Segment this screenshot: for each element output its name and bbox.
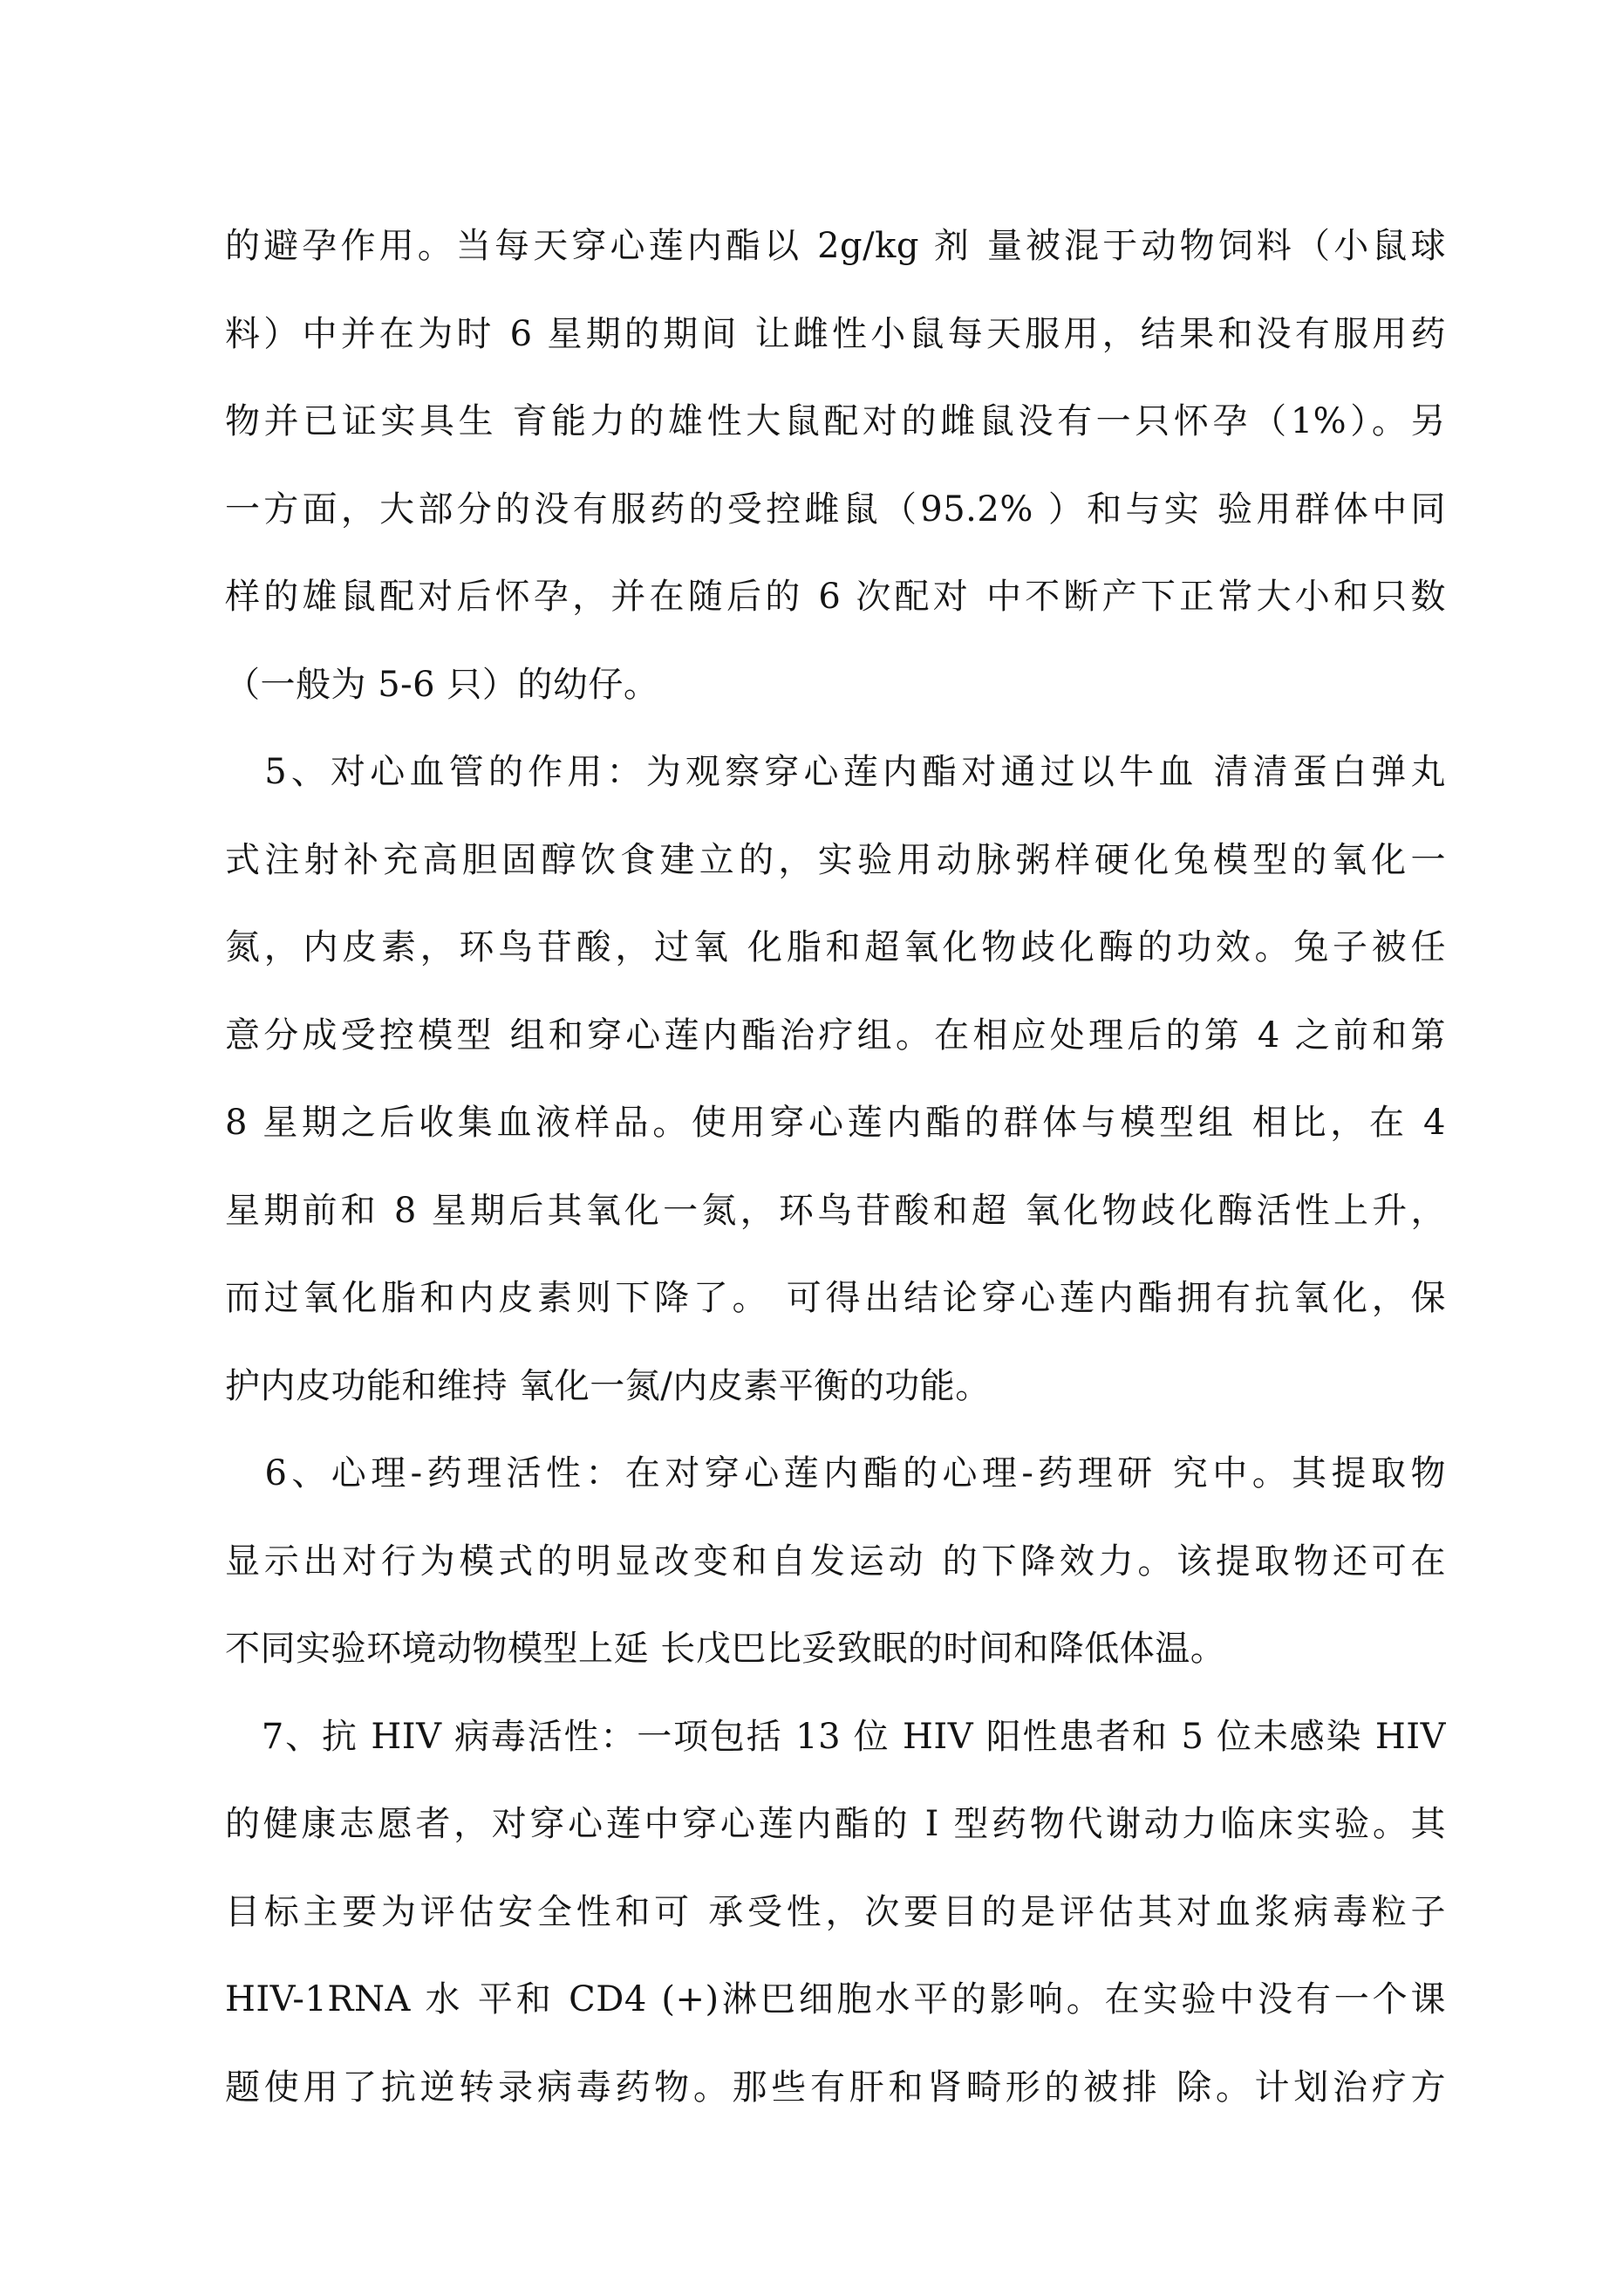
text-line: 目标主要为评估安全性和可 承受性，次要目的是评估其对血浆病毒粒子 [225,1891,1446,1932]
text-line: 星期前和 8 星期后其氧化一氮，环鸟苷酸和超 氧化物歧化酶活性上升， [225,1190,1446,1231]
text-line: 而过氧化脂和内皮素则下降了。 可得出结论穿心莲内酯拥有抗氧化，保 [225,1278,1446,1318]
text-line: 题使用了抗逆转录病毒药物。那些有肝和肾畸形的被排 除。计划治疗方 [225,2067,1446,2108]
paragraph-psychopharmacology [225,1430,1446,1693]
text-line: 样的雄鼠配对后怀孕，并在随后的 6 次配对 中不断产下正常大小和只数 [225,577,1446,617]
text-line: 的健康志愿者，对穿心莲中穿心莲内酯的 I 型药物代谢动力临床实验。其 [225,1804,1446,1844]
text-line: 氮，内皮素，环鸟苷酸，过氧 化脂和超氧化物歧化酶的功效。兔子被任 [225,927,1446,967]
paragraph-anti-hiv [225,1693,1446,2132]
text-line: 6、心理-药理活性：在对穿心莲内酯的心理-药理研 究中。其提取物 [225,1453,1446,1493]
paragraph-cardiovascular [225,728,1446,1430]
text-line: 意分成受控模型 组和穿心莲内酯治疗组。在相应处理后的第 4 之前和第 [225,1015,1446,1056]
text-line: 的避孕作用。当每天穿心莲内酯以 2g/kg 剂 量被混于动物饲料（小鼠球 [225,226,1446,266]
paragraph-contraceptive [225,202,1446,728]
text-line: 一方面，大部分的没有服药的受控雌鼠（95.2% ）和与实 验用群体中同 [225,489,1446,530]
text-line: HIV-1RNA 水 平和 CD4 (+)淋巴细胞水平的影响。在实验中没有一个课 [225,1979,1446,2019]
text-line: 7、抗 HIV 病毒活性：一项包括 13 位 HIV 阳性患者和 5 位未感染 HIV [225,1716,1446,1757]
text-line: 护内皮功能和维持 氧化一氮/内皮素平衡的功能。 [225,1365,991,1406]
text-line: 不同实验环境动物模型上延 长戊巴比妥致眠的时间和降低体温。 [225,1629,1226,1669]
text-line: 显示出对行为模式的明显改变和自发运动 的下降效力。该提取物还可在 [225,1541,1446,1582]
document-body [225,202,1446,2131]
text-line: 8 星期之后收集血液样品。使用穿心莲内酯的群体与模型组 相比，在 4 [225,1103,1446,1143]
text-line: 式注射补充高胆固醇饮食建立的，实验用动脉粥样硬化兔模型的氧化一 [225,839,1446,880]
text-line: 5、对心血管的作用：为观察穿心莲内酯对通过以牛血 清清蛋白弹丸 [225,752,1446,792]
text-line: 料）中并在为时 6 星期的期间 让雌性小鼠每天服用，结果和没有服用药 [225,313,1446,354]
text-line: 物并已证实具生 育能力的雄性大鼠配对的雌鼠没有一只怀孕（1%）。另 [225,401,1446,441]
text-line: （一般为 5-6 只）的幼仔。 [225,664,659,705]
